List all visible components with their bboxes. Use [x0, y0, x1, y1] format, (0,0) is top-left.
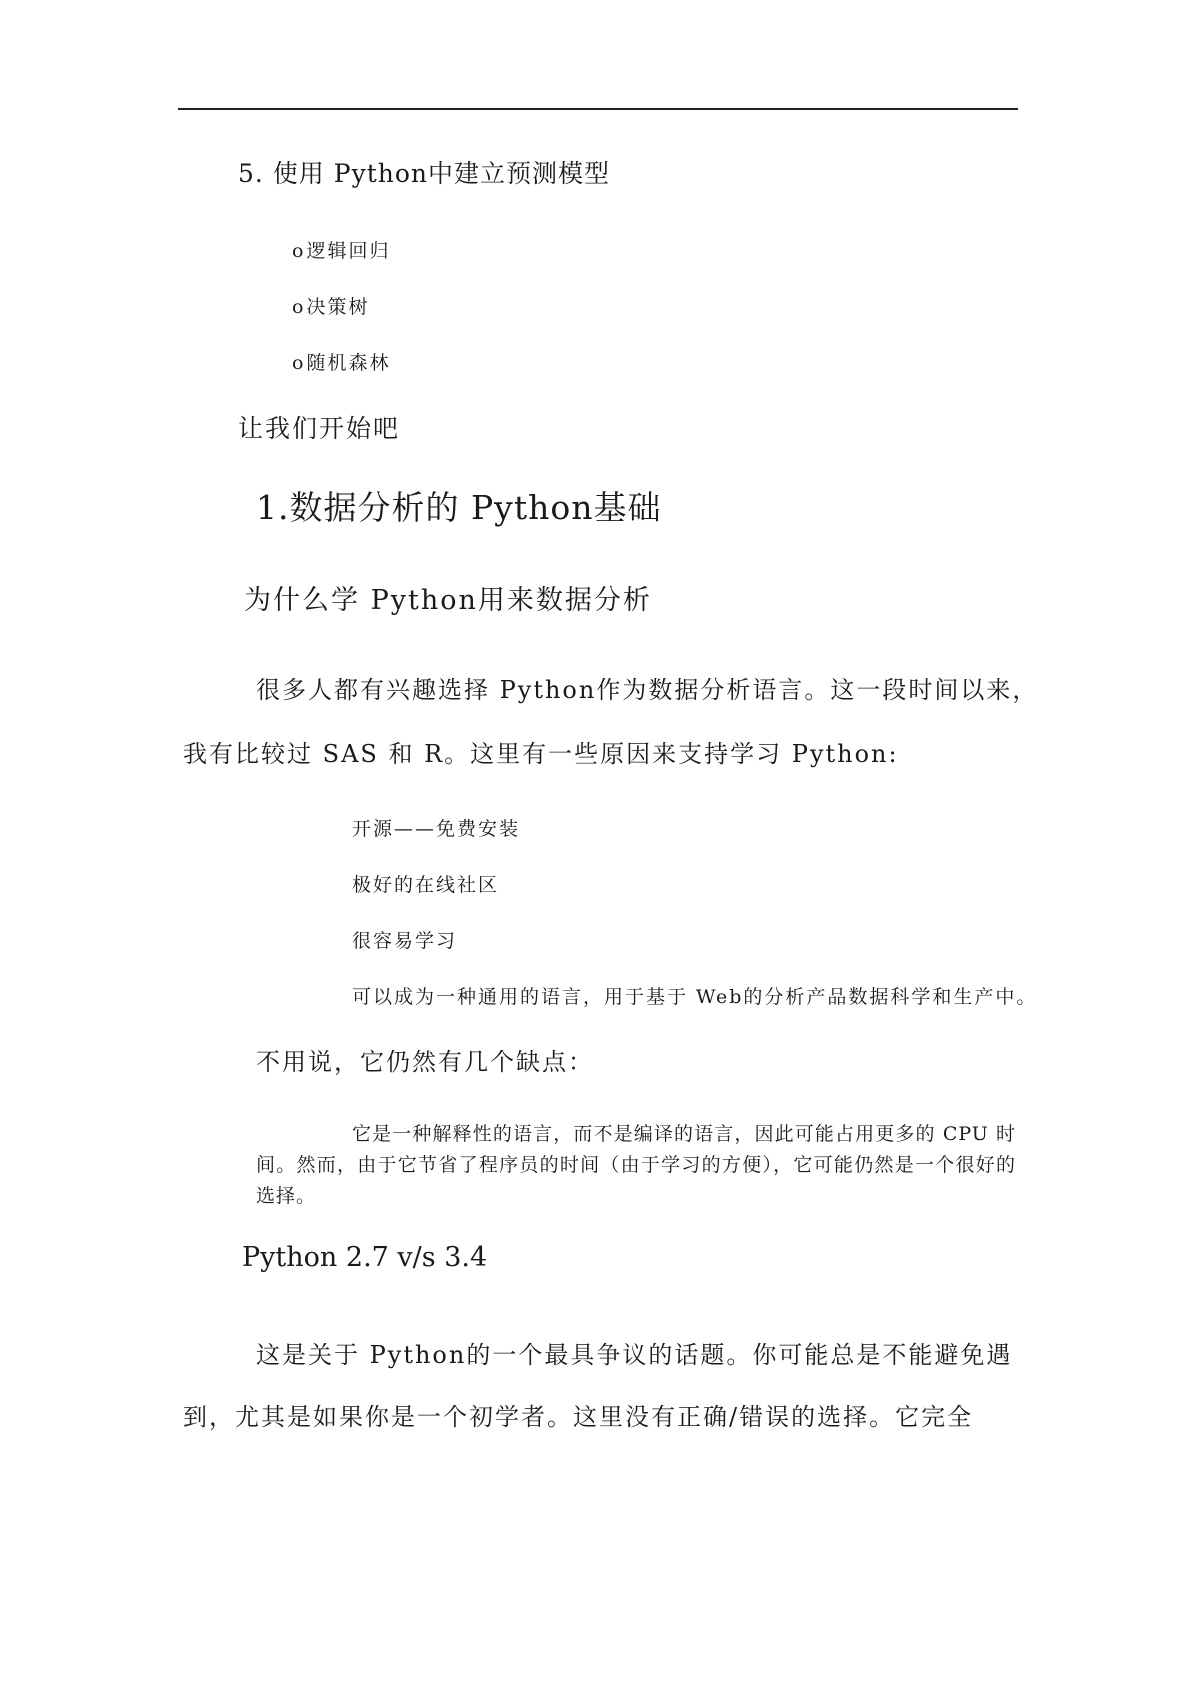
bullet-marker: o	[292, 352, 306, 374]
bullet-marker: o	[292, 296, 306, 318]
paragraph-line: 很多人都有兴趣选择 Python作为数据分析语言。这一段时间以来，	[256, 676, 1039, 704]
header-rule	[178, 108, 1018, 110]
reason-item-easy-to-learn: 很容易学习	[352, 930, 458, 952]
subsection-heading-python-versions: Python 2.7 v/s 3.4	[242, 1242, 488, 1273]
sub-list-item-label: 随机森林	[306, 352, 391, 374]
bullet-marker: o	[292, 240, 306, 262]
section-heading-python-basics: 1.数据分析的 Python基础	[256, 488, 662, 527]
sub-list-item-label: 决策树	[306, 296, 370, 318]
sub-list-item-decision-tree	[292, 292, 369, 319]
paragraph-line: 我有比较过 SAS 和 R。这里有一些原因来支持学习 Python:	[183, 740, 899, 768]
sub-list-item-logistic-regression	[292, 236, 390, 263]
lets-start-text: 让我们开始吧	[238, 414, 401, 443]
paragraph-line: 到，尤其是如果你是一个初学者。这里没有正确/错误的选择。它完全	[183, 1403, 974, 1431]
list-item-title: 5. 使用 Python中建立预测模型	[238, 159, 610, 188]
reason-item-open-source: 开源——免费安装	[352, 818, 521, 840]
sub-list-item-random-forest	[292, 348, 390, 375]
subsection-heading-why-python: 为什么学 Python用来数据分析	[244, 585, 652, 616]
drawbacks-intro-text: 不用说，它仍然有几个缺点：	[256, 1048, 594, 1076]
reason-item-community: 极好的在线社区	[352, 874, 500, 896]
drawback-item: 它是一种解释性的语言，而不是编译的语言，因此可能占用更多的 CPU 时间。然而，由于它节省了程序员的时间（由于学习的方便），它可能仍然是一个很好的选择。	[256, 1123, 1016, 1207]
paragraph-line: 这是关于 Python的一个最具争议的话题。你可能总是不能避免遇	[256, 1341, 1013, 1369]
reason-item-general-purpose: 可以成为一种通用的语言，用于基于 Web的分析产品数据科学和生产中。	[352, 986, 1038, 1008]
sub-list-item-label: 逻辑回归	[306, 240, 391, 262]
